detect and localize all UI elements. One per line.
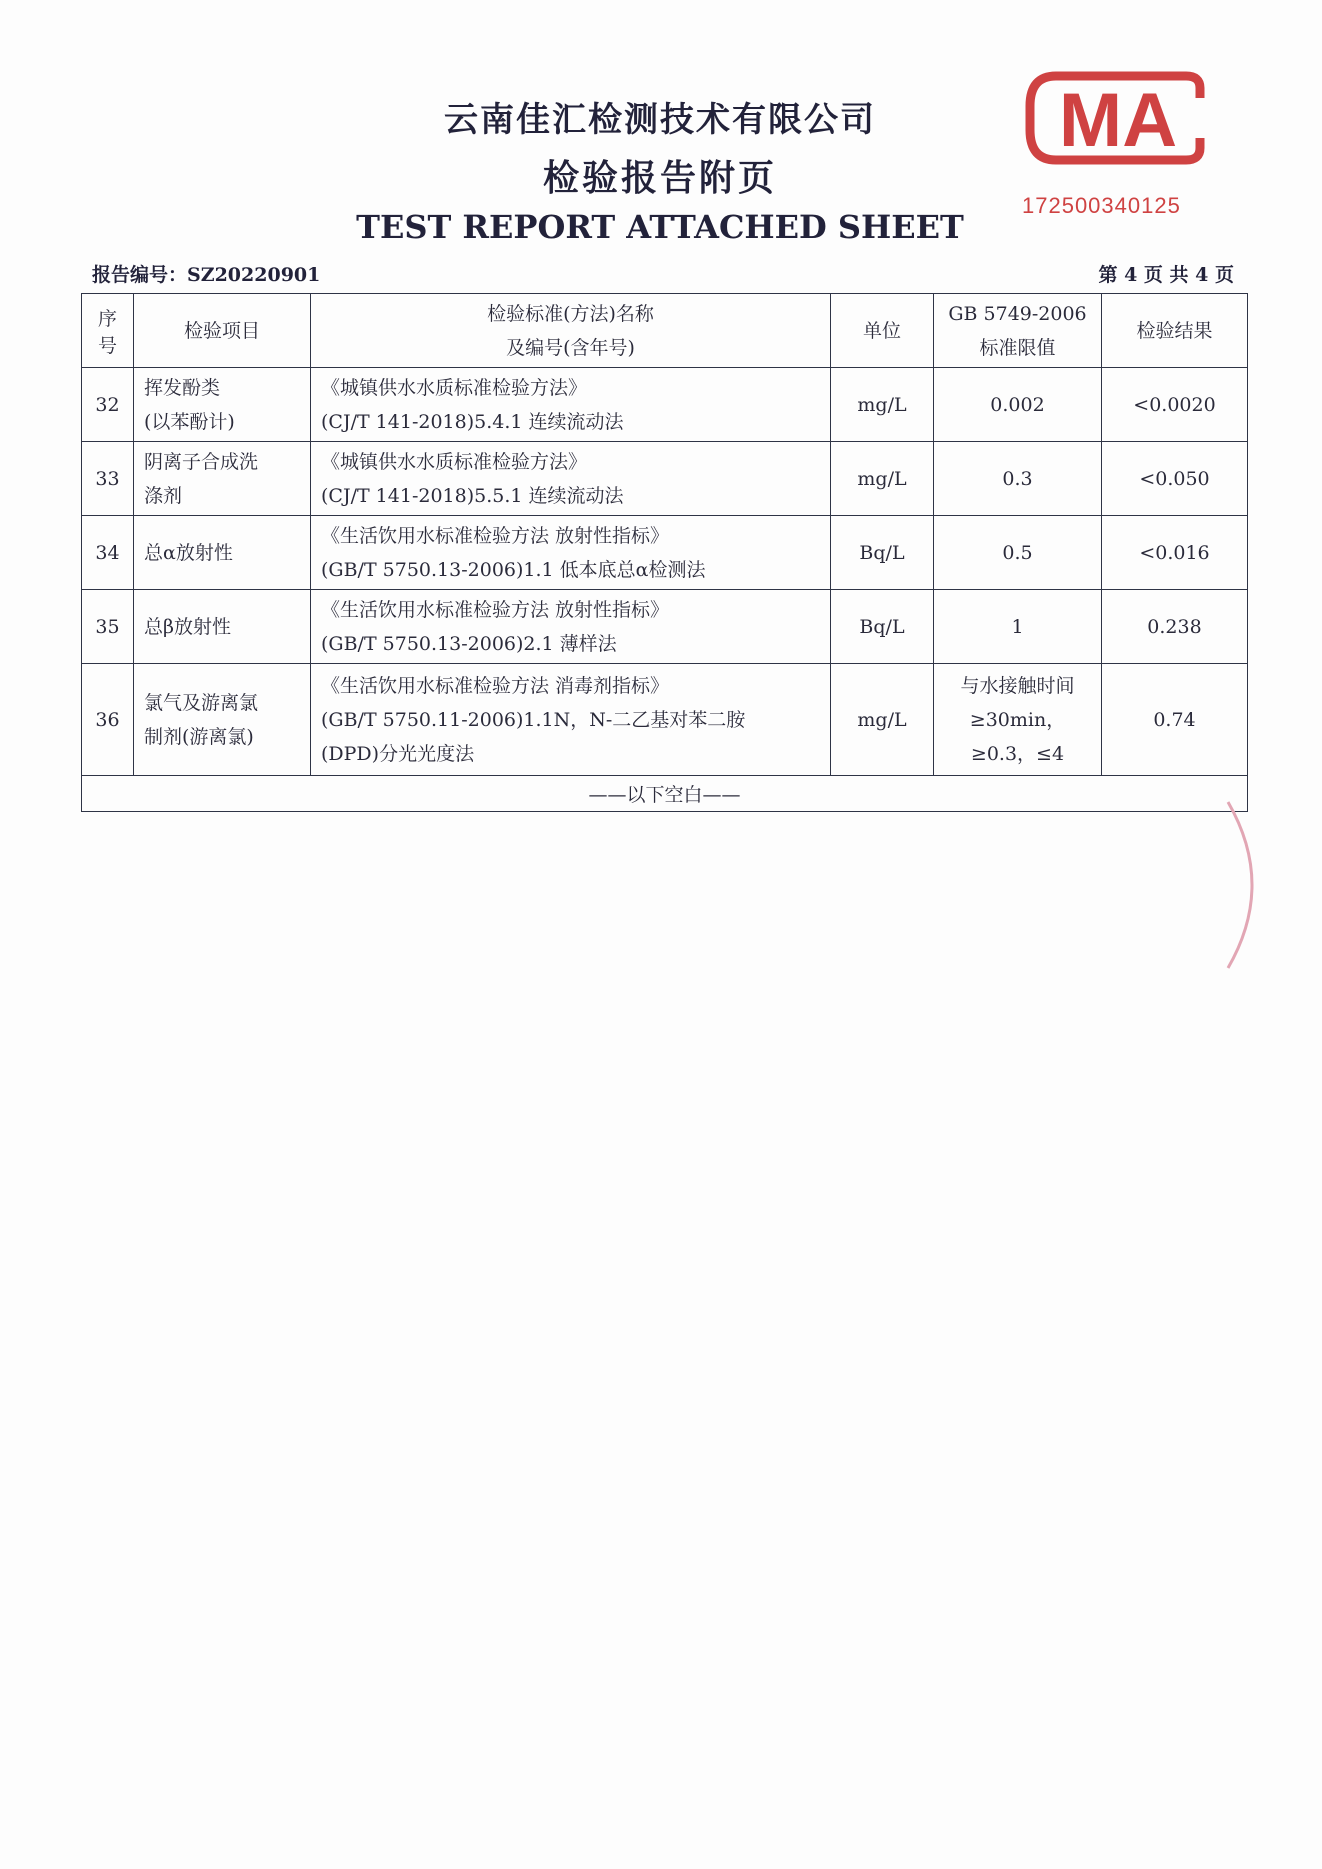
- cell-item: [134, 590, 311, 664]
- cell-result: 0.74: [1102, 664, 1248, 776]
- blank-marker: ——以下空白——: [82, 776, 1248, 812]
- header-method-line: 及编号(含年号): [506, 336, 635, 359]
- cma-number: 172500340125: [1022, 193, 1181, 218]
- cma-logo-text: MA: [1058, 78, 1178, 163]
- cell-method: [311, 368, 831, 442]
- cell-limit-line: 0.5: [1002, 541, 1033, 564]
- cell-limit: [934, 442, 1102, 516]
- cell-item-line: 挥发酚类: [144, 376, 221, 399]
- cell-item-line: 制剂(游离氯): [144, 725, 254, 748]
- cell-item: [134, 664, 311, 776]
- cell-method-line: (CJ/T 141-2018)5.5.1 连续流动法: [321, 484, 624, 507]
- company-name: 云南佳汇检测技术有限公司: [444, 100, 876, 140]
- cell-seq: 33: [82, 442, 134, 516]
- header-limit-line: 标准限值: [979, 336, 1056, 359]
- page-indicator: 第 4 页 共 4 页: [1098, 264, 1234, 286]
- cell-item: [134, 516, 311, 590]
- cell-seq: 34: [82, 516, 134, 590]
- blank-row: [82, 776, 1248, 812]
- cell-method-line: 《生活饮用水标准检验方法 消毒剂指标》: [321, 674, 670, 697]
- document-title-english: TEST REPORT ATTACHED SHEET: [356, 208, 964, 246]
- header-seq-line: 序: [97, 307, 117, 330]
- cell-limit-line: 与水接触时间: [960, 674, 1075, 697]
- cell-method-line: 《生活饮用水标准检验方法 放射性指标》: [321, 524, 670, 547]
- table-row: [82, 442, 1248, 516]
- report-number: 报告编号：SZ20220901: [92, 264, 321, 286]
- header-item: 检验项目: [134, 294, 311, 368]
- cell-limit-line: ≥30min，: [969, 708, 1066, 731]
- cell-item: [134, 442, 311, 516]
- partial-seal-mark: [1218, 800, 1278, 970]
- cell-method-line: (DPD)分光光度法: [321, 742, 475, 765]
- cell-item-line: 阴离子合成洗: [144, 450, 259, 473]
- header-unit: 单位: [831, 294, 934, 368]
- cell-item-line: 总β放射性: [144, 615, 231, 638]
- cell-seq: 32: [82, 368, 134, 442]
- cell-limit-line: 0.002: [990, 393, 1045, 416]
- cell-item: [134, 368, 311, 442]
- table-row: [82, 516, 1248, 590]
- cell-unit: Bq/L: [831, 516, 934, 590]
- table-row: [82, 590, 1248, 664]
- cell-limit-line: 0.3: [1002, 467, 1033, 490]
- cell-result: <0.0020: [1102, 368, 1248, 442]
- cell-limit: [934, 664, 1102, 776]
- cell-method: [311, 442, 831, 516]
- cell-limit: [934, 590, 1102, 664]
- cell-method-line: (GB/T 5750.13-2006)2.1 薄样法: [321, 632, 617, 655]
- cell-limit: [934, 368, 1102, 442]
- cell-method-line: (CJ/T 141-2018)5.4.1 连续流动法: [321, 410, 624, 433]
- cell-result: <0.050: [1102, 442, 1248, 516]
- table-row: [82, 368, 1248, 442]
- cell-result: 0.238: [1102, 590, 1248, 664]
- cell-method-line: (GB/T 5750.13-2006)1.1 低本底总α检测法: [321, 558, 706, 581]
- document-title: 检验报告附页: [542, 157, 777, 199]
- cell-method-line: 《生活饮用水标准检验方法 放射性指标》: [321, 598, 670, 621]
- cell-item-line: 氯气及游离氯: [144, 691, 259, 714]
- results-table: [81, 293, 1248, 812]
- header-method-line: 检验标准(方法)名称: [487, 302, 654, 325]
- header-method: [311, 294, 831, 368]
- cell-method-line: 《城镇供水水质标准检验方法》: [321, 376, 588, 399]
- table-header-row: [82, 294, 1248, 368]
- header-result: 检验结果: [1102, 294, 1248, 368]
- cell-method: [311, 516, 831, 590]
- header-limit: [934, 294, 1102, 368]
- cell-unit: mg/L: [831, 442, 934, 516]
- cell-unit: mg/L: [831, 368, 934, 442]
- cell-method-line: (GB/T 5750.11-2006)1.1N，N-二乙基对苯二胺: [321, 708, 746, 731]
- cell-result: <0.016: [1102, 516, 1248, 590]
- cell-item-line: 涤剂: [144, 484, 183, 507]
- header-seq: [82, 294, 134, 368]
- cell-method-line: 《城镇供水水质标准检验方法》: [321, 450, 588, 473]
- cell-seq: 35: [82, 590, 134, 664]
- header-limit-line: GB 5749-2006: [948, 302, 1087, 325]
- cell-limit-line: 1: [1011, 615, 1024, 638]
- cell-limit: [934, 516, 1102, 590]
- cell-seq: 36: [82, 664, 134, 776]
- table-row: [82, 664, 1248, 776]
- cell-method: [311, 590, 831, 664]
- cell-unit: Bq/L: [831, 590, 934, 664]
- cell-item-line: 总α放射性: [144, 541, 233, 564]
- cell-method: [311, 664, 831, 776]
- cell-item-line: (以苯酚计): [144, 410, 235, 433]
- cell-limit-line: ≥0.3，≤4: [970, 742, 1065, 765]
- header-seq-line: 号: [97, 334, 117, 357]
- cell-unit: mg/L: [831, 664, 934, 776]
